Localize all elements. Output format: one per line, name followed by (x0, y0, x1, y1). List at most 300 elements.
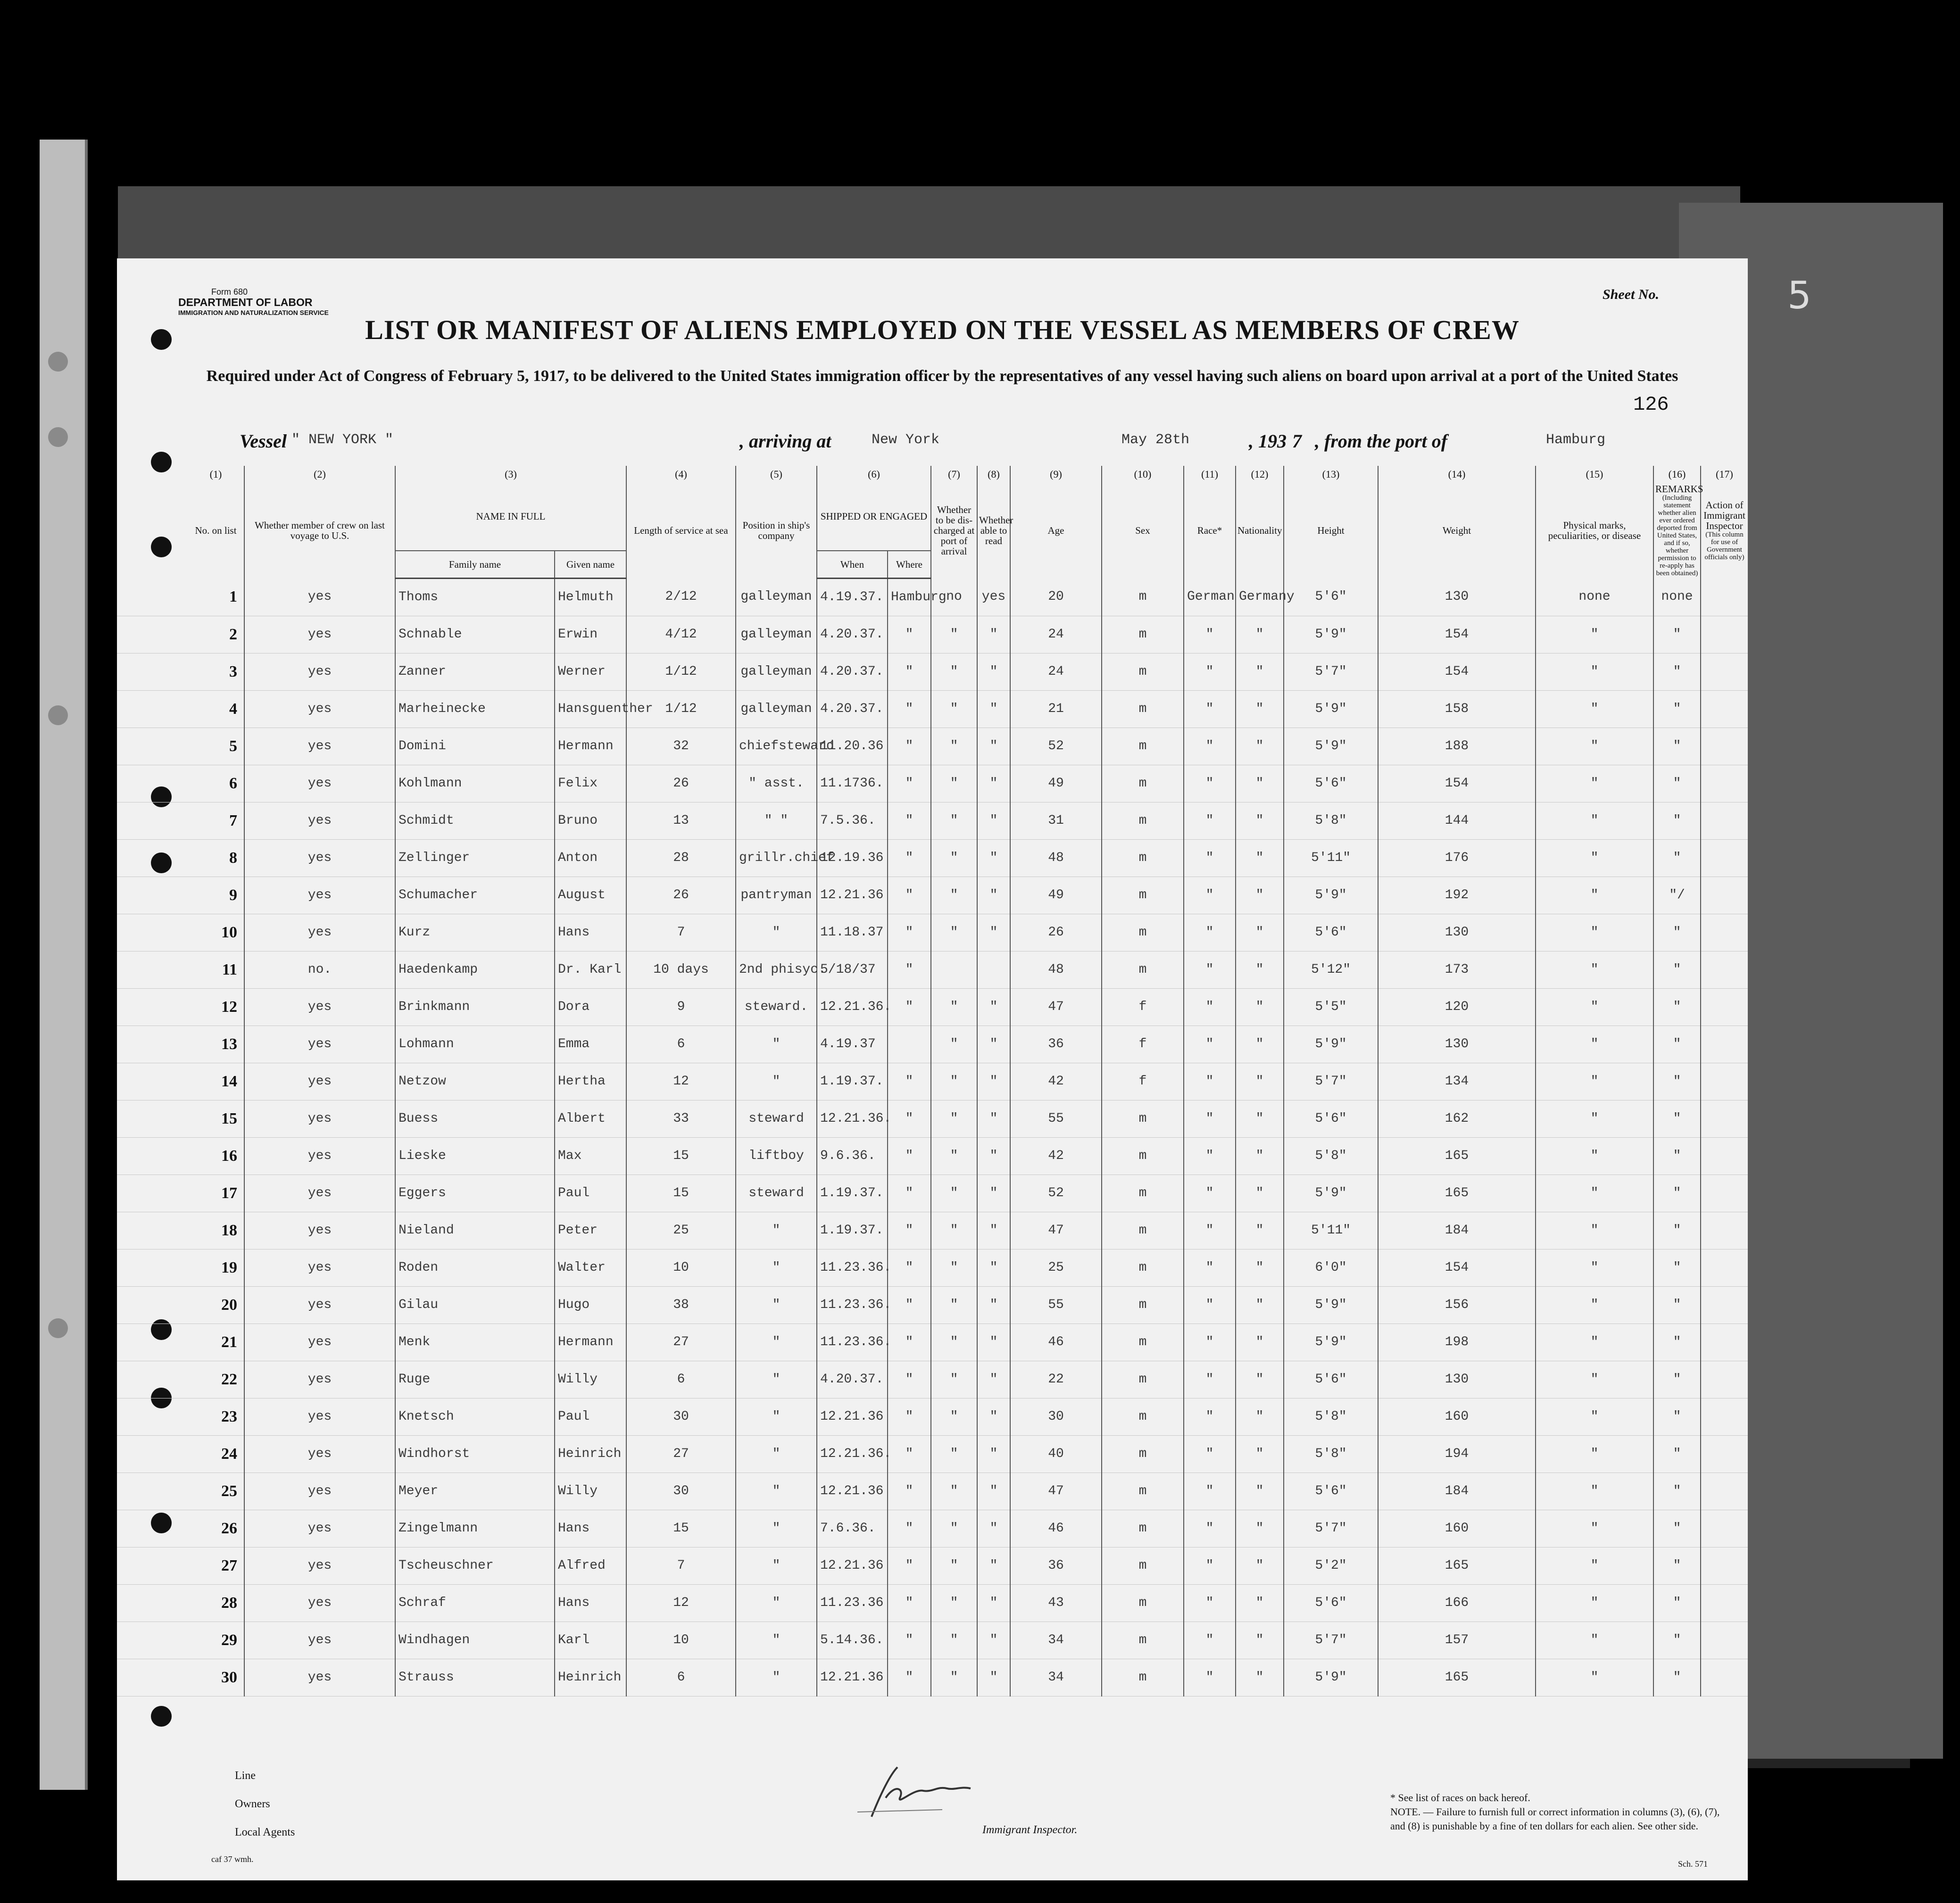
row-number: 17 (188, 1175, 244, 1212)
table-row (117, 1324, 1748, 1361)
age-cell: 43 (1010, 1584, 1102, 1622)
shipped-when-cell: 1.19.37. (817, 1175, 888, 1212)
table-row (117, 1435, 1748, 1473)
race-cell: " (1184, 653, 1236, 690)
remarks-cell: " (1653, 1324, 1701, 1361)
shipped-where-cell: " (888, 653, 931, 690)
action-cell (1701, 802, 1748, 839)
nationality-cell: " (1236, 1026, 1284, 1063)
document-subtitle: Required under Act of Congress of February 5, 1917, to be delivered to the United States immigration officer by the representatives of any vessel having such aliens on board upon arrival at a port of the United States (206, 367, 1678, 385)
shipped-where-cell: " (888, 1659, 931, 1696)
position-cell: galleyman (736, 653, 817, 690)
table-row (117, 1063, 1748, 1100)
discharged-cell: " (931, 690, 977, 728)
given-name-cell: Felix (555, 765, 626, 802)
nationality-cell: " (1236, 765, 1284, 802)
vessel-line (240, 430, 1749, 455)
discharged-cell: " (931, 728, 977, 765)
sex-cell: m (1102, 1659, 1184, 1696)
height-cell: 5'6" (1284, 1100, 1378, 1137)
row-number: 19 (188, 1249, 244, 1286)
height-cell: 5'6" (1284, 765, 1378, 802)
nationality-cell: Germany (1236, 578, 1284, 616)
able-read-cell: " (977, 1212, 1010, 1249)
able-read-cell: " (977, 1435, 1010, 1473)
weight-cell: 165 (1378, 1659, 1536, 1696)
header-nationality: Nationality (1236, 483, 1284, 578)
weight-cell: 198 (1378, 1324, 1536, 1361)
service-length-cell: 38 (626, 1286, 736, 1324)
row-number: 26 (188, 1510, 244, 1547)
table-row (117, 1622, 1748, 1659)
row-number: 11 (188, 951, 244, 988)
sex-cell: m (1102, 1473, 1184, 1510)
crew-member-cell: yes (244, 728, 395, 765)
physical-marks-cell: " (1536, 1324, 1653, 1361)
table-row (117, 988, 1748, 1026)
year-digit: 7 (1292, 430, 1302, 452)
crew-member-cell: yes (244, 1510, 395, 1547)
given-name-cell: Walter (555, 1249, 626, 1286)
sex-cell: m (1102, 802, 1184, 839)
shipped-where-cell: " (888, 1510, 931, 1547)
discharged-cell: " (931, 1547, 977, 1584)
physical-marks-cell: " (1536, 1547, 1653, 1584)
age-cell: 20 (1010, 578, 1102, 616)
height-cell: 5'8" (1284, 1398, 1378, 1435)
race-cell: " (1184, 616, 1236, 653)
able-read-cell: " (977, 765, 1010, 802)
physical-marks-cell: " (1536, 1100, 1653, 1137)
service-length-cell: 9 (626, 988, 736, 1026)
given-name-cell: Heinrich (555, 1659, 626, 1696)
able-read-cell: " (977, 1510, 1010, 1547)
schedule-number: Sch. 571 (1678, 1859, 1708, 1869)
margin-cell (117, 1286, 188, 1324)
sex-cell: m (1102, 1435, 1184, 1473)
sex-cell: f (1102, 1026, 1184, 1063)
remarks-cell: " (1653, 1175, 1701, 1212)
age-cell: 42 (1010, 1063, 1102, 1100)
crew-member-cell: yes (244, 1473, 395, 1510)
able-read-cell: " (977, 1398, 1010, 1435)
nationality-cell: " (1236, 988, 1284, 1026)
family-name-cell: Schmidt (395, 802, 555, 839)
family-name-cell: Windhorst (395, 1435, 555, 1473)
weight-cell: 165 (1378, 1137, 1536, 1175)
header-position: Position in ship's company (736, 483, 817, 578)
position-cell: " (736, 1622, 817, 1659)
margin-cell (117, 1435, 188, 1473)
given-name-cell: Bruno (555, 802, 626, 839)
race-cell: " (1184, 1361, 1236, 1398)
table-row (117, 578, 1748, 616)
remarks-cell: " (1653, 839, 1701, 877)
service-length-cell: 15 (626, 1175, 736, 1212)
position-cell: galleyman (736, 616, 817, 653)
physical-marks-cell: " (1536, 914, 1653, 951)
family-name-cell: Menk (395, 1324, 555, 1361)
remarks-cell: " (1653, 690, 1701, 728)
weight-cell: 160 (1378, 1398, 1536, 1435)
remarks-cell: " (1653, 1026, 1701, 1063)
given-name-cell: Helmuth (555, 578, 626, 616)
action-cell (1701, 1510, 1748, 1547)
physical-marks-cell: " (1536, 1584, 1653, 1622)
position-cell: " " (736, 802, 817, 839)
table-row (117, 1659, 1748, 1696)
given-name-cell: Alfred (555, 1547, 626, 1584)
inspector-label: Immigrant Inspector. (982, 1824, 1078, 1836)
weight-cell: 130 (1378, 914, 1536, 951)
remarks-cell: " (1653, 1063, 1701, 1100)
table-row (117, 802, 1748, 839)
given-name-cell: Paul (555, 1175, 626, 1212)
crew-member-cell: yes (244, 616, 395, 653)
action-cell (1701, 690, 1748, 728)
able-read-cell: " (977, 988, 1010, 1026)
height-cell: 5'11" (1284, 1212, 1378, 1249)
nationality-cell: " (1236, 1286, 1284, 1324)
crew-member-cell: yes (244, 1547, 395, 1584)
shipped-when-cell: 4.19.37 (817, 1026, 888, 1063)
weight-cell: 134 (1378, 1063, 1536, 1100)
remarks-cell: " (1653, 988, 1701, 1026)
shipped-where-cell: " (888, 1435, 931, 1473)
age-cell: 31 (1010, 802, 1102, 839)
shipped-where-cell (888, 1026, 931, 1063)
discharged-cell: " (931, 1361, 977, 1398)
able-read-cell: " (977, 1361, 1010, 1398)
given-name-cell: Paul (555, 1398, 626, 1435)
year-label: , 193 (1249, 430, 1287, 452)
crew-member-cell: yes (244, 1063, 395, 1100)
shipped-where-cell: " (888, 839, 931, 877)
action-cell (1701, 1249, 1748, 1286)
nationality-cell: " (1236, 951, 1284, 988)
able-read-cell: " (977, 1659, 1010, 1696)
shipped-when-cell: 11.23.36 (817, 1584, 888, 1622)
crew-member-cell: yes (244, 653, 395, 690)
discharged-cell: " (931, 1659, 977, 1696)
physical-marks-cell: " (1536, 802, 1653, 839)
remarks-cell: " (1653, 1659, 1701, 1696)
physical-marks-cell: " (1536, 616, 1653, 653)
position-cell: " (736, 1026, 817, 1063)
height-cell: 5'2" (1284, 1547, 1378, 1584)
height-cell: 5'9" (1284, 1175, 1378, 1212)
row-number: 25 (188, 1473, 244, 1510)
position-cell: steward (736, 1100, 817, 1137)
position-cell: " (736, 1063, 817, 1100)
given-name-cell: August (555, 877, 626, 914)
family-name-cell: Thoms (395, 578, 555, 616)
form-number: Form 680 (211, 287, 248, 297)
crew-member-cell: yes (244, 839, 395, 877)
sex-cell: m (1102, 616, 1184, 653)
shipped-when-cell: 4.20.37. (817, 1361, 888, 1398)
margin-cell (117, 877, 188, 914)
shipped-where-cell: " (888, 1361, 931, 1398)
physical-marks-cell: " (1536, 1398, 1653, 1435)
nationality-cell: " (1236, 616, 1284, 653)
race-cell: German (1184, 578, 1236, 616)
header-race: Race* (1184, 483, 1236, 578)
col-number: (10) (1102, 466, 1184, 483)
able-read-cell (977, 951, 1010, 988)
table-row (117, 653, 1748, 690)
margin-cell (117, 988, 188, 1026)
table-row (117, 914, 1748, 951)
position-cell: liftboy (736, 1137, 817, 1175)
weight-cell: 194 (1378, 1435, 1536, 1473)
age-cell: 47 (1010, 1473, 1102, 1510)
family-name-cell: Strauss (395, 1659, 555, 1696)
family-name-cell: Schnable (395, 616, 555, 653)
remarks-title: REMARKS (1655, 483, 1703, 495)
department-name: DEPARTMENT OF LABOR (178, 296, 313, 308)
sex-cell: m (1102, 1361, 1184, 1398)
physical-marks-cell: none (1536, 578, 1653, 616)
age-cell: 36 (1010, 1026, 1102, 1063)
row-number: 13 (188, 1026, 244, 1063)
race-cell: " (1184, 802, 1236, 839)
service-length-cell: 6 (626, 1026, 736, 1063)
weight-cell: 130 (1378, 578, 1536, 616)
discharged-cell: " (931, 877, 977, 914)
row-number: 20 (188, 1286, 244, 1324)
shipped-where-cell: " (888, 802, 931, 839)
row-number: 5 (188, 728, 244, 765)
given-name-cell: Hans (555, 1510, 626, 1547)
nationality-cell: " (1236, 1063, 1284, 1100)
service-length-cell: 6 (626, 1361, 736, 1398)
shipped-where-cell: " (888, 1473, 931, 1510)
height-cell: 5'6" (1284, 1584, 1378, 1622)
weight-cell: 154 (1378, 616, 1536, 653)
physical-marks-cell: " (1536, 988, 1653, 1026)
position-cell: " (736, 1212, 817, 1249)
from-port: Hamburg (1546, 432, 1606, 448)
crew-member-cell: yes (244, 1286, 395, 1324)
row-number: 16 (188, 1137, 244, 1175)
margin-cell (117, 1137, 188, 1175)
sex-cell: m (1102, 1398, 1184, 1435)
discharged-cell: " (931, 765, 977, 802)
age-cell: 34 (1010, 1659, 1102, 1696)
remarks-cell: " (1653, 1361, 1701, 1398)
header-remarks (1653, 483, 1701, 578)
family-name-cell: Marheinecke (395, 690, 555, 728)
action-cell (1701, 951, 1748, 988)
family-name-cell: Schraf (395, 1584, 555, 1622)
service-length-cell: 32 (626, 728, 736, 765)
remarks-cell: " (1653, 914, 1701, 951)
shipped-where-cell: " (888, 616, 931, 653)
remarks-cell: " (1653, 1473, 1701, 1510)
remarks-cell: " (1653, 728, 1701, 765)
position-cell: " (736, 1473, 817, 1510)
col-number: (2) (244, 466, 395, 483)
age-cell: 25 (1010, 1249, 1102, 1286)
sex-cell: m (1102, 1137, 1184, 1175)
race-cell: " (1184, 1622, 1236, 1659)
sex-cell: m (1102, 1286, 1184, 1324)
able-read-cell: " (977, 728, 1010, 765)
action-title: Action of Immigrant Inspector (1703, 499, 1745, 531)
table-row (117, 1398, 1748, 1435)
shipped-when-cell: 11.23.36. (817, 1286, 888, 1324)
table-row (117, 1249, 1748, 1286)
able-read-cell: " (977, 802, 1010, 839)
race-cell: " (1184, 765, 1236, 802)
action-cell (1701, 1175, 1748, 1212)
action-cell (1701, 728, 1748, 765)
crew-member-cell: yes (244, 1361, 395, 1398)
row-number: 7 (188, 802, 244, 839)
action-cell (1701, 1324, 1748, 1361)
family-name-cell: Knetsch (395, 1398, 555, 1435)
col-number: (5) (736, 466, 817, 483)
margin-cell (117, 1212, 188, 1249)
service-length-cell: 6 (626, 1659, 736, 1696)
margin-cell (117, 1249, 188, 1286)
family-name-cell: Roden (395, 1249, 555, 1286)
family-name-cell: Tscheuschner (395, 1547, 555, 1584)
nationality-cell: " (1236, 877, 1284, 914)
table-row (117, 951, 1748, 988)
nationality-cell: " (1236, 839, 1284, 877)
remarks-cell: " (1653, 1100, 1701, 1137)
row-number: 29 (188, 1622, 244, 1659)
position-cell: galleyman (736, 578, 817, 616)
table-row (117, 616, 1748, 653)
discharged-cell: no (931, 578, 977, 616)
table-row (117, 690, 1748, 728)
sex-cell: m (1102, 578, 1184, 616)
able-read-cell: " (977, 1286, 1010, 1324)
crew-member-cell: yes (244, 914, 395, 951)
physical-marks-cell: " (1536, 1510, 1653, 1547)
service-length-cell: 2/12 (626, 578, 736, 616)
given-name-cell: Albert (555, 1100, 626, 1137)
shipped-when-cell: 11.1736. (817, 765, 888, 802)
family-name-cell: Eggers (395, 1175, 555, 1212)
given-name-cell: Anton (555, 839, 626, 877)
race-cell: " (1184, 1510, 1236, 1547)
shipped-where-cell: " (888, 728, 931, 765)
position-cell: " (736, 1659, 817, 1696)
position-cell: " (736, 1286, 817, 1324)
service-length-cell: 10 (626, 1249, 736, 1286)
col-number: (16) (1653, 466, 1701, 483)
able-read-cell: " (977, 1584, 1010, 1622)
discharged-cell: " (931, 1249, 977, 1286)
height-cell: 5'11" (1284, 839, 1378, 877)
family-name-cell: Kurz (395, 914, 555, 951)
service-length-cell: 4/12 (626, 616, 736, 653)
given-name-cell: Peter (555, 1212, 626, 1249)
col-number: (3) (395, 466, 626, 483)
sex-cell: f (1102, 1063, 1184, 1100)
remarks-cell: " (1653, 653, 1701, 690)
nationality-cell: " (1236, 728, 1284, 765)
weight-cell: 157 (1378, 1622, 1536, 1659)
position-cell: " (736, 1361, 817, 1398)
remarks-cell: " (1653, 1286, 1701, 1324)
race-cell: " (1184, 1547, 1236, 1584)
discharged-cell: " (931, 1622, 977, 1659)
binder-hole (48, 427, 68, 447)
able-read-cell: " (977, 914, 1010, 951)
age-cell: 30 (1010, 1398, 1102, 1435)
age-cell: 47 (1010, 988, 1102, 1026)
remarks-cell: none (1653, 578, 1701, 616)
margin-cell (117, 653, 188, 690)
nationality-cell: " (1236, 1510, 1284, 1547)
able-read-cell: " (977, 690, 1010, 728)
race-cell: " (1184, 1584, 1236, 1622)
crew-member-cell: yes (244, 1324, 395, 1361)
table-row (117, 1100, 1748, 1137)
col-number: (6) (817, 466, 931, 483)
nationality-cell: " (1236, 1212, 1284, 1249)
col-number: (14) (1378, 466, 1536, 483)
table-row (117, 1584, 1748, 1622)
nationality-cell: " (1236, 802, 1284, 839)
column-header-row (117, 483, 1748, 551)
given-name-cell: Willy (555, 1473, 626, 1510)
age-cell: 26 (1010, 914, 1102, 951)
able-read-cell: " (977, 839, 1010, 877)
given-name-cell: Emma (555, 1026, 626, 1063)
given-name-cell: Willy (555, 1361, 626, 1398)
header-weight: Weight (1378, 483, 1536, 578)
able-read-cell: " (977, 877, 1010, 914)
sex-cell: m (1102, 914, 1184, 951)
race-cell: " (1184, 1435, 1236, 1473)
action-cell (1701, 578, 1748, 616)
races-note: * See list of races on back hereof. (1390, 1792, 1530, 1804)
given-name-cell: Hugo (555, 1286, 626, 1324)
sex-cell: m (1102, 1100, 1184, 1137)
service-name: IMMIGRATION AND NATURALIZATION SERVICE (178, 309, 329, 316)
col-number: (1) (188, 466, 244, 483)
remarks-cell: " (1653, 616, 1701, 653)
service-length-cell: 27 (626, 1435, 736, 1473)
header-age: Age (1010, 483, 1102, 578)
given-name-cell: Hans (555, 1584, 626, 1622)
shipped-where-cell: " (888, 690, 931, 728)
shipped-when-cell: 12.19.36 (817, 839, 888, 877)
service-length-cell: 28 (626, 839, 736, 877)
physical-marks-cell: " (1536, 1249, 1653, 1286)
height-cell: 5'9" (1284, 877, 1378, 914)
sex-cell: m (1102, 839, 1184, 877)
nationality-cell: " (1236, 1324, 1284, 1361)
shipped-where-cell: " (888, 1212, 931, 1249)
race-cell: " (1184, 690, 1236, 728)
shipped-where-cell: " (888, 1584, 931, 1622)
service-length-cell: 27 (626, 1324, 736, 1361)
remarks-cell: " (1653, 1510, 1701, 1547)
age-cell: 36 (1010, 1547, 1102, 1584)
crew-manifest-table (117, 466, 1748, 1696)
action-cell (1701, 1212, 1748, 1249)
age-cell: 52 (1010, 1175, 1102, 1212)
weight-cell: 176 (1378, 839, 1536, 877)
shipped-where-cell: Hamburg (888, 578, 931, 616)
